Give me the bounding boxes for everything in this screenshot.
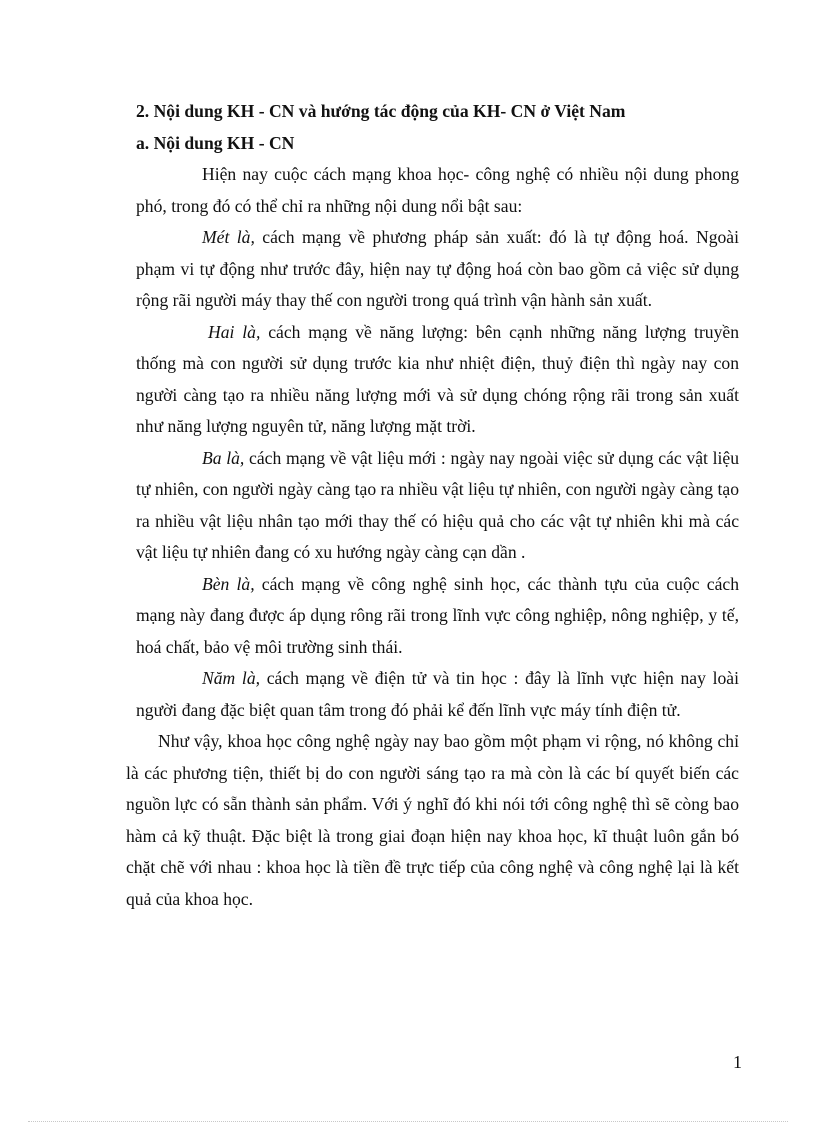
item-text: cách mạng về năng lượng: bên cạnh những năng lượng truyền thống mà con người sử dụng trước kia như nhiệt điện, thuỷ điện thì ngày nay con người càng tạo ra nhiều năng lượng mới và sử dụng chóng rộng rãi trong sản xuất như năng lượng nguyên tử, năng lượng mặt trời. xyxy=(136,321,739,436)
paragraph-item-2 xyxy=(136,317,739,443)
item-text: cách mạng về điện tử và tin học : đây là lĩnh vực hiện nay loài người đang đặc biệt quan tâm trong đó phải kể đến lĩnh vực máy tính điện tử. xyxy=(136,668,739,720)
item-lead: Mét là, xyxy=(202,227,255,247)
subsection-heading: a. Nội dung KH - CN xyxy=(136,132,295,153)
document-body xyxy=(126,96,739,915)
page-number: 1 xyxy=(733,1052,742,1072)
paragraph-item-1 xyxy=(136,222,739,317)
section-heading: 2. Nội dung KH - CN và hướng tác động của KH- CN ở Việt Nam xyxy=(136,101,626,121)
paragraph-item-3 xyxy=(136,443,739,569)
item-text: cách mạng về vật liệu mới : ngày nay ngoài việc sử dụng các vật liệu tự nhiên, con người ngày càng tạo ra nhiều vật liệu tự nhiên, con người ngày càng tạo ra nhiều vật liệu nhân tạo mới thay thế có hiệu quả cho các vật tự nhiên khi mà các vật liệu tự nhiên đang có xu hướng ngày càng cạn dần . xyxy=(136,447,739,562)
paragraph-item-4 xyxy=(136,569,739,664)
page-bottom-divider xyxy=(28,1121,788,1122)
item-lead: Bèn là, xyxy=(202,573,255,594)
item-text: cách mạng về công nghệ sinh học, các thành tựu của cuộc cách mạng này đang được áp dụng rông rãi trong lĩnh vực công nghiệp, nông nghiệp, y tế, hoá chất, bảo vệ môi trường sinh thái. xyxy=(136,573,739,657)
intro-paragraph: Hiện nay cuộc cách mạng khoa học- công nghệ có nhiều nội dung phong phó, trong đó có thể chỉ ra những nội dung nổi bật sau: xyxy=(136,164,739,216)
item-lead: Hai là, xyxy=(208,321,261,342)
conclusion-paragraph: Như vậy, khoa học công nghệ ngày nay bao gồm một phạm vi rộng, nó không chỉ là các phương tiện, thiết bị do con người sáng tạo ra mà còn là các bí quyết biến các nguồn lực có sẵn thành sản phẩm. Với ý nghĩ đó khi nói tới công nghệ thì sẽ còng bao hàm cả kỹ thuật. Đặc biệt là trong giai đoạn hiện nay khoa học, kĩ thuật luôn gắn bó chặt chẽ với nhau : khoa học là tiền đề trực tiếp của công nghệ và công nghệ lại là kết quả của khoa học. xyxy=(126,731,739,909)
item-lead: Ba là, xyxy=(202,447,245,468)
paragraph-item-5 xyxy=(136,663,739,726)
item-lead: Năm là, xyxy=(202,668,261,688)
item-text: cách mạng về phương pháp sản xuất: đó là tự động hoá. Ngoài phạm vi tự động như trước đây, hiện nay tự động hoá còn bao gồm cả việc sử dụng rộng rãi người máy thay thế con người trong quá trình vận hành sản xuất. xyxy=(136,227,739,310)
